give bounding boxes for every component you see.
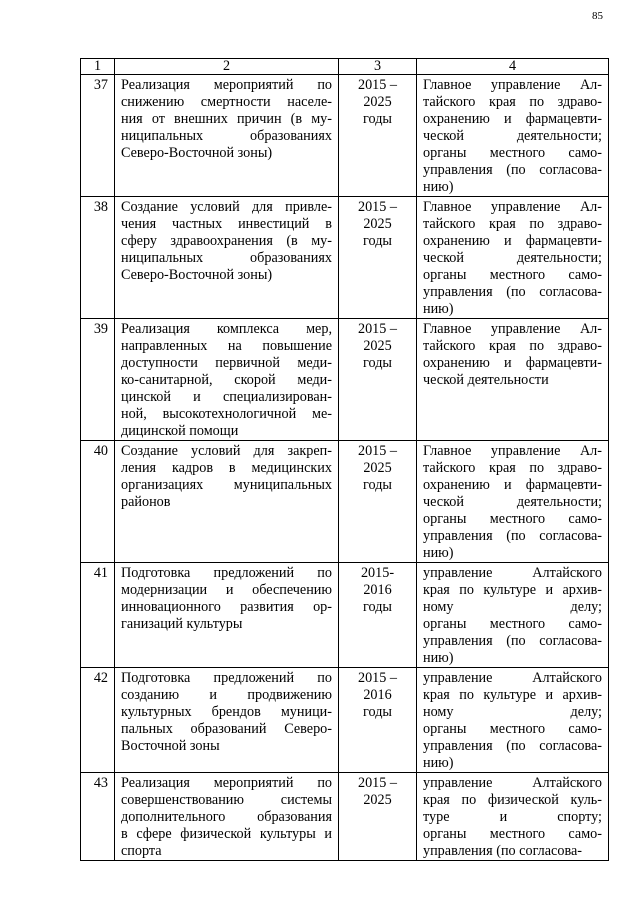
cell-line: инновационного развития ор-: [121, 599, 332, 615]
cell-line: нию): [423, 545, 454, 561]
cell-line: чения частных инвестиций в: [121, 216, 332, 232]
executor-cell: [417, 319, 609, 441]
cell-line: совершенствованию системы: [121, 792, 332, 808]
cell-line: дицинской помощи: [121, 423, 239, 439]
cell-line: годы: [363, 704, 392, 720]
row-number-text: 42: [93, 670, 108, 686]
cell-line: тайского края по здраво-: [423, 216, 602, 232]
column-header-period: 3: [339, 59, 417, 75]
cell-line: Главное управление Ал-: [423, 199, 602, 215]
cell-line: ления кадров в медицинских: [121, 460, 332, 476]
table-row: [81, 319, 609, 441]
cell-line: культурных брендов муници-: [121, 704, 332, 720]
cell-line: 2025: [363, 338, 392, 354]
measure-cell: [115, 773, 339, 861]
period-cell: [339, 563, 417, 668]
cell-line: органы местного само-: [423, 826, 602, 842]
cell-line: 2015 –: [357, 321, 397, 337]
cell-line: охранению и фармацевти-: [423, 355, 602, 371]
cell-line: 2025: [363, 216, 392, 232]
cell-line: Северо-Восточной зоны): [121, 267, 273, 283]
cell-line: управления (по согласова-: [423, 284, 602, 300]
cell-line: 2015 –: [357, 199, 397, 215]
cell-line: 2025: [363, 792, 392, 808]
cell-line: модернизации и обеспечению: [121, 582, 332, 598]
cell-line: органы местного само-: [423, 145, 602, 161]
period-cell: [339, 773, 417, 861]
cell-line: организациях муниципальных: [121, 477, 332, 493]
cell-line: сферу здравоохранения (в му-: [121, 233, 332, 249]
cell-line: ческой деятельности;: [423, 250, 602, 266]
cell-line: пальных образований Северо-: [121, 721, 332, 737]
row-number: [81, 75, 115, 197]
cell-line: ния от внешних причин (в му-: [121, 111, 332, 127]
cell-line: 2015-: [360, 565, 395, 581]
cell-line: нию): [423, 755, 454, 771]
executor-cell: [417, 563, 609, 668]
cell-line: края по культуре и архив-: [423, 687, 602, 703]
measure-cell: [115, 319, 339, 441]
cell-line: тайского края по здраво-: [423, 460, 602, 476]
cell-line: в сфере физической культуры и: [121, 826, 332, 842]
cell-line: ниципальных образованиях: [121, 128, 332, 144]
cell-line: управления (по согласова-: [423, 738, 602, 754]
measures-table: [80, 58, 609, 861]
measure-cell: [115, 75, 339, 197]
cell-line: 2015 –: [357, 443, 397, 459]
measure-cell: [115, 668, 339, 773]
cell-line: управление Алтайского: [423, 565, 602, 581]
cell-line: охранению и фармацевти-: [423, 477, 602, 493]
cell-line: Создание условий для привле-: [121, 199, 332, 215]
row-number: [81, 441, 115, 563]
cell-line: ному делу;: [423, 599, 602, 615]
cell-line: органы местного само-: [423, 267, 602, 283]
executor-cell: [417, 197, 609, 319]
cell-line: 2015 –: [357, 77, 397, 93]
cell-line: годы: [363, 355, 392, 371]
cell-line: тайского края по здраво-: [423, 338, 602, 354]
cell-line: 2025: [363, 94, 392, 110]
cell-line: тайского края по здраво-: [423, 94, 602, 110]
cell-line: ганизаций культуры: [121, 616, 243, 632]
row-number: [81, 319, 115, 441]
cell-line: туре и спорту;: [423, 809, 602, 825]
column-header-measure: 2: [115, 59, 339, 75]
cell-line: снижению смертности населе-: [121, 94, 332, 110]
cell-line: 2025: [363, 460, 392, 476]
cell-line: Создание условий для закреп-: [121, 443, 332, 459]
row-number-text: 38: [93, 199, 108, 215]
cell-line: управления (по согласова-: [423, 528, 602, 544]
cell-line: управление Алтайского: [423, 670, 602, 686]
cell-line: управление Алтайского: [423, 775, 602, 791]
executor-cell: [417, 441, 609, 563]
cell-line: ной, высокотехнологичной ме-: [121, 406, 332, 422]
table-row: [81, 441, 609, 563]
executor-cell: [417, 668, 609, 773]
cell-line: органы местного само-: [423, 721, 602, 737]
cell-line: Главное управление Ал-: [423, 321, 602, 337]
cell-line: Северо-Восточной зоны): [121, 145, 273, 161]
cell-line: 2015 –: [357, 670, 397, 686]
period-cell: [339, 197, 417, 319]
table-row: [81, 668, 609, 773]
table-row: [81, 197, 609, 319]
cell-line: ческой деятельности;: [423, 128, 602, 144]
cell-line: управления (по согласова-: [423, 633, 602, 649]
row-number: [81, 197, 115, 319]
cell-line: спорта: [121, 843, 162, 859]
cell-line: 2016: [363, 582, 392, 598]
cell-line: доступности первичной меди-: [121, 355, 332, 371]
cell-line: созданию и продвижению: [121, 687, 332, 703]
cell-line: нию): [423, 301, 454, 317]
row-number-text: 41: [93, 565, 108, 581]
cell-line: 2015 –: [357, 775, 397, 791]
cell-line: охранению и фармацевти-: [423, 233, 602, 249]
cell-line: Восточной зоны: [121, 738, 220, 754]
period-cell: [339, 441, 417, 563]
cell-line: Подготовка предложений по: [121, 670, 332, 686]
cell-line: дополнительного образования: [121, 809, 332, 825]
cell-line: ному делу;: [423, 704, 602, 720]
row-number: [81, 563, 115, 668]
page-number: 85: [592, 10, 603, 22]
cell-line: ко-санитарной, скорой меди-: [121, 372, 332, 388]
measure-cell: [115, 441, 339, 563]
cell-line: нию): [423, 179, 454, 195]
cell-line: Реализация мероприятий по: [121, 77, 332, 93]
cell-line: управления (по согласова-: [423, 162, 602, 178]
row-number-text: 43: [93, 775, 108, 791]
cell-line: охранению и фармацевти-: [423, 111, 602, 127]
cell-line: Главное управление Ал-: [423, 443, 602, 459]
cell-line: 2016: [363, 687, 392, 703]
cell-line: органы местного само-: [423, 616, 602, 632]
table-header-row: [81, 59, 609, 75]
measure-cell: [115, 197, 339, 319]
cell-line: нию): [423, 650, 454, 666]
cell-line: ческой деятельности;: [423, 494, 602, 510]
row-number-text: 39: [93, 321, 108, 337]
period-cell: [339, 319, 417, 441]
cell-line: ниципальных образованиях: [121, 250, 332, 266]
column-header-number: 1: [81, 59, 115, 75]
column-header-executor: 4: [417, 59, 609, 75]
period-cell: [339, 75, 417, 197]
cell-line: края по культуре и архив-: [423, 582, 602, 598]
executor-cell: [417, 773, 609, 861]
cell-line: направленных на повышение: [121, 338, 332, 354]
cell-line: Главное управление Ал-: [423, 77, 602, 93]
row-number-text: 40: [93, 443, 108, 459]
cell-line: ческой деятельности: [423, 372, 549, 388]
cell-line: управления (по согласова-: [423, 843, 582, 859]
table-row: [81, 563, 609, 668]
period-cell: [339, 668, 417, 773]
cell-line: Реализация мероприятий по: [121, 775, 332, 791]
measure-cell: [115, 563, 339, 668]
executor-cell: [417, 75, 609, 197]
row-number-text: 37: [93, 77, 108, 93]
cell-line: годы: [363, 233, 392, 249]
cell-line: органы местного само-: [423, 511, 602, 527]
cell-line: Подготовка предложений по: [121, 565, 332, 581]
row-number: [81, 773, 115, 861]
row-number: [81, 668, 115, 773]
cell-line: годы: [363, 599, 392, 615]
table-row: [81, 773, 609, 861]
cell-line: цинской и специализирован-: [121, 389, 332, 405]
cell-line: годы: [363, 111, 392, 127]
cell-line: края по физической куль-: [423, 792, 602, 808]
table-row: [81, 75, 609, 197]
cell-line: районов: [121, 494, 171, 510]
cell-line: годы: [363, 477, 392, 493]
cell-line: Реализация комплекса мер,: [121, 321, 332, 337]
